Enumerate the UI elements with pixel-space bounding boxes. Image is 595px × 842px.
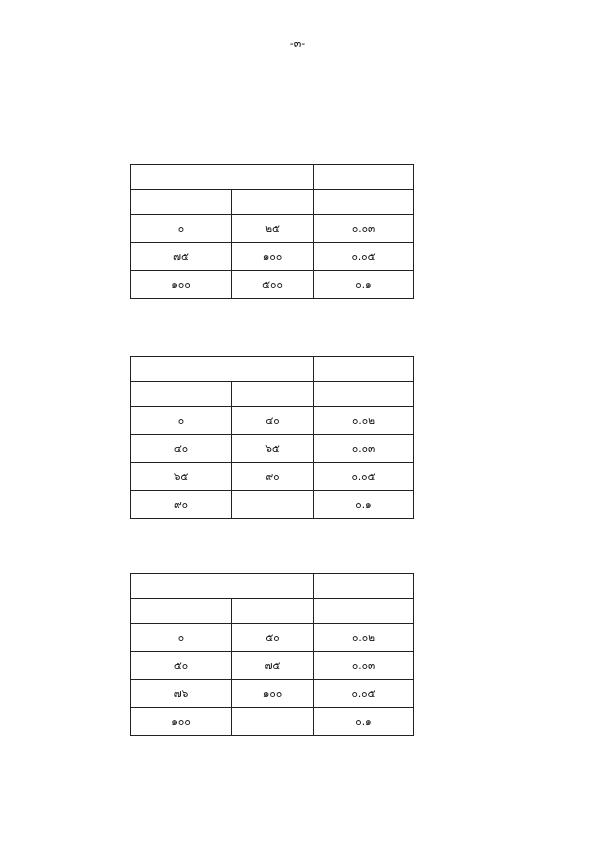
cell-rate: ๐.๐๕ [314, 243, 414, 271]
header-from [131, 382, 232, 407]
cell-to [232, 491, 314, 519]
cell-from: ๗๖ [131, 680, 232, 708]
header-tax-base [314, 382, 414, 407]
cell-rate: ๐.๑ [314, 708, 414, 736]
header-tax-base [314, 190, 414, 215]
cell-rate: ๐.๐๓ [314, 652, 414, 680]
header-from [131, 599, 232, 624]
cell-rate: ๐.๐๒ [314, 407, 414, 435]
cell-to: ๑๐๐ [232, 680, 314, 708]
table-row [131, 463, 414, 491]
rate-table-b [130, 356, 414, 519]
table-row [131, 243, 414, 271]
header-from [131, 190, 232, 215]
cell-to: ๒๕ [232, 215, 314, 243]
table-row [131, 624, 414, 652]
cell-rate: ๐.๐๕ [314, 463, 414, 491]
rate-table-a [130, 164, 414, 299]
cell-to: ๙๐ [232, 463, 314, 491]
table-row [131, 652, 414, 680]
table-row [131, 435, 414, 463]
header-property-value [131, 574, 314, 599]
rate-table-c [130, 573, 414, 736]
cell-from: ๗๕ [131, 243, 232, 271]
cell-to [232, 708, 314, 736]
header-tax-rate [314, 357, 414, 382]
cell-rate: ๐.๑ [314, 491, 414, 519]
table-row [131, 708, 414, 736]
cell-from: ๐ [131, 215, 232, 243]
header-tax-rate [314, 574, 414, 599]
header-to [232, 190, 314, 215]
table-row [131, 215, 414, 243]
table-row [131, 407, 414, 435]
cell-from: ๑๐๐ [131, 271, 232, 299]
cell-rate: ๐.๐๓ [314, 215, 414, 243]
table-row [131, 271, 414, 299]
cell-from: ๔๐ [131, 435, 232, 463]
table-row [131, 491, 414, 519]
cell-rate: ๐.๐๒ [314, 624, 414, 652]
cell-to: ๔๐ [232, 407, 314, 435]
header-to [232, 382, 314, 407]
cell-from: ๐ [131, 624, 232, 652]
cell-from: ๙๐ [131, 491, 232, 519]
header-property-value [131, 357, 314, 382]
cell-to: ๑๐๐ [232, 243, 314, 271]
cell-from: ๕๐ [131, 652, 232, 680]
header-to [232, 599, 314, 624]
cell-rate: ๐.๐๓ [314, 435, 414, 463]
cell-rate: ๐.๐๕ [314, 680, 414, 708]
cell-to: ๖๕ [232, 435, 314, 463]
cell-from: ๑๐๐ [131, 708, 232, 736]
page-number: -๓- [289, 37, 306, 50]
table-row [131, 680, 414, 708]
header-tax-rate [314, 165, 414, 190]
cell-rate: ๐.๑ [314, 271, 414, 299]
cell-from: ๖๕ [131, 463, 232, 491]
header-property-value [131, 165, 314, 190]
cell-to: ๕๐ [232, 624, 314, 652]
cell-to: ๕๐๐ [232, 271, 314, 299]
header-tax-base [314, 599, 414, 624]
cell-to: ๗๕ [232, 652, 314, 680]
cell-from: ๐ [131, 407, 232, 435]
